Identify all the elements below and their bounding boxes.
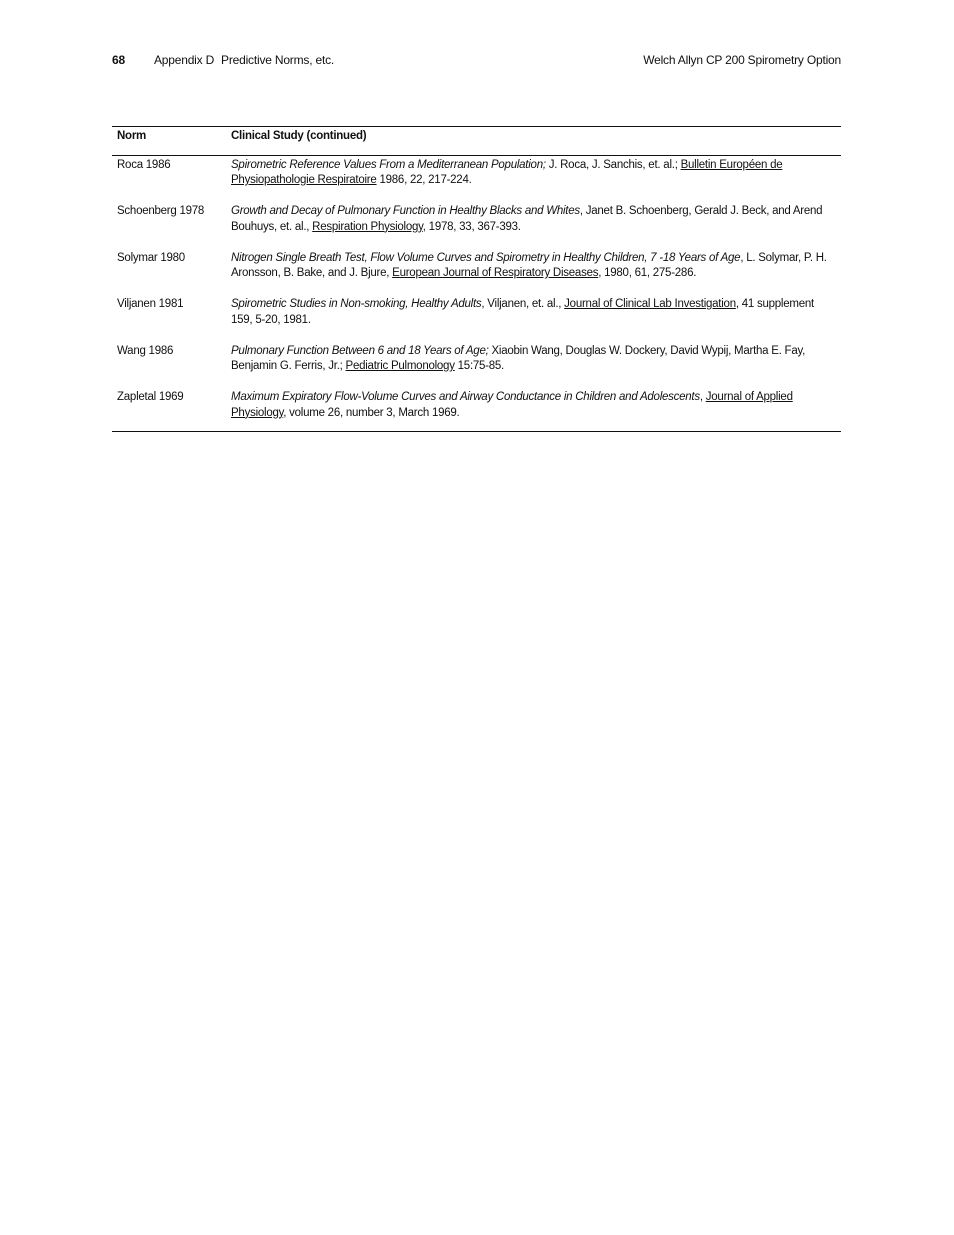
journal-name: Pediatric Pulmonology [345, 360, 455, 372]
norm-cell: Viljanen 1981 [117, 298, 184, 310]
page-header [112, 52, 841, 70]
table-row [112, 388, 841, 432]
norm-cell: Zapletal 1969 [117, 391, 184, 403]
table-row [112, 249, 841, 296]
publication-details: 1986, 22, 217-224. [376, 174, 472, 186]
publication-details: , volume 26, number 3, March 1969. [283, 406, 460, 419]
journal-name: Respiration Physiology [312, 220, 423, 233]
study-cell [226, 249, 841, 296]
norm-cell: Solymar 1980 [117, 251, 185, 264]
study-cell [226, 155, 841, 202]
study-authors: , Viljanen, et. al., [481, 298, 565, 310]
study-authors: J. Roca, J. Sanchis, et. al.; [545, 158, 681, 171]
study-title: Spirometric Studies in Non-smoking, Healthy Adults [231, 298, 482, 310]
publication-details: 15:75-85. [454, 360, 504, 372]
publication-details: , 41 supplement 159, 5-20, 1981. [231, 298, 814, 326]
study-title: Pulmonary Function Between 6 and 18 Years of Age; [231, 344, 489, 357]
study-authors: , [699, 391, 706, 403]
study-cell [226, 202, 841, 249]
study-authors: , L. Solymar, P. H. Aronsson, B. Bake, and J. Bjure, [231, 251, 827, 279]
study-cell [226, 342, 841, 389]
clinical-study-table [112, 126, 841, 432]
table-row [112, 155, 841, 202]
study-authors: , Janet B. Schoenberg, Gerald J. Beck, and Arend Bouhuys, et. al., [231, 205, 823, 233]
document-title: Welch Allyn CP 200 Spirometry Option [643, 53, 841, 67]
journal-name: Journal of Clinical Lab Investigation [564, 298, 736, 310]
section-title: Predictive Norms, etc. [221, 53, 335, 67]
chapter-label: Appendix D [154, 53, 215, 67]
publication-details: , 1978, 33, 367-393. [422, 220, 521, 233]
norm-cell: Schoenberg 1978 [117, 205, 205, 217]
study-title: Growth and Decay of Pulmonary Function in Healthy Blacks and Whites [231, 205, 580, 217]
page-number: 68 [112, 53, 125, 67]
table-header [112, 127, 841, 156]
norm-cell: Wang 1986 [117, 344, 174, 357]
column-header-norm: Norm [117, 130, 147, 142]
journal-name: European Journal of Respiratory Diseases [392, 267, 599, 279]
chapter-heading [154, 52, 334, 68]
study-title: Maximum Expiratory Flow-Volume Curves and Airway Conductance in Children and Adolescents [231, 391, 700, 403]
table-row [112, 202, 841, 249]
column-header-study: Clinical Study (continued) [231, 130, 367, 142]
study-cell [226, 388, 841, 432]
study-authors: Xiaobin Wang, Douglas W. Dockery, David Wypij, Martha E. Fay, Benjamin G. Ferris, Jr.; [231, 344, 806, 372]
journal-name: Bulletin Européen de Physiopathologie Respiratoire [231, 158, 783, 186]
table-row [112, 295, 841, 342]
study-cell [226, 295, 841, 342]
journal-name: Journal of Applied Physiology [231, 391, 793, 419]
table-header-row [112, 127, 841, 156]
table-row [112, 342, 841, 389]
study-title: Nitrogen Single Breath Test, Flow Volume Curves and Spirometry in Healthy Children, 7 -18 Years of Age [231, 251, 741, 264]
table-body [112, 155, 841, 432]
publication-details: , 1980, 61, 275-286. [598, 267, 697, 279]
study-title: Spirometric Reference Values From a Mediterranean Population; [231, 158, 546, 171]
norm-cell: Roca 1986 [117, 158, 171, 171]
